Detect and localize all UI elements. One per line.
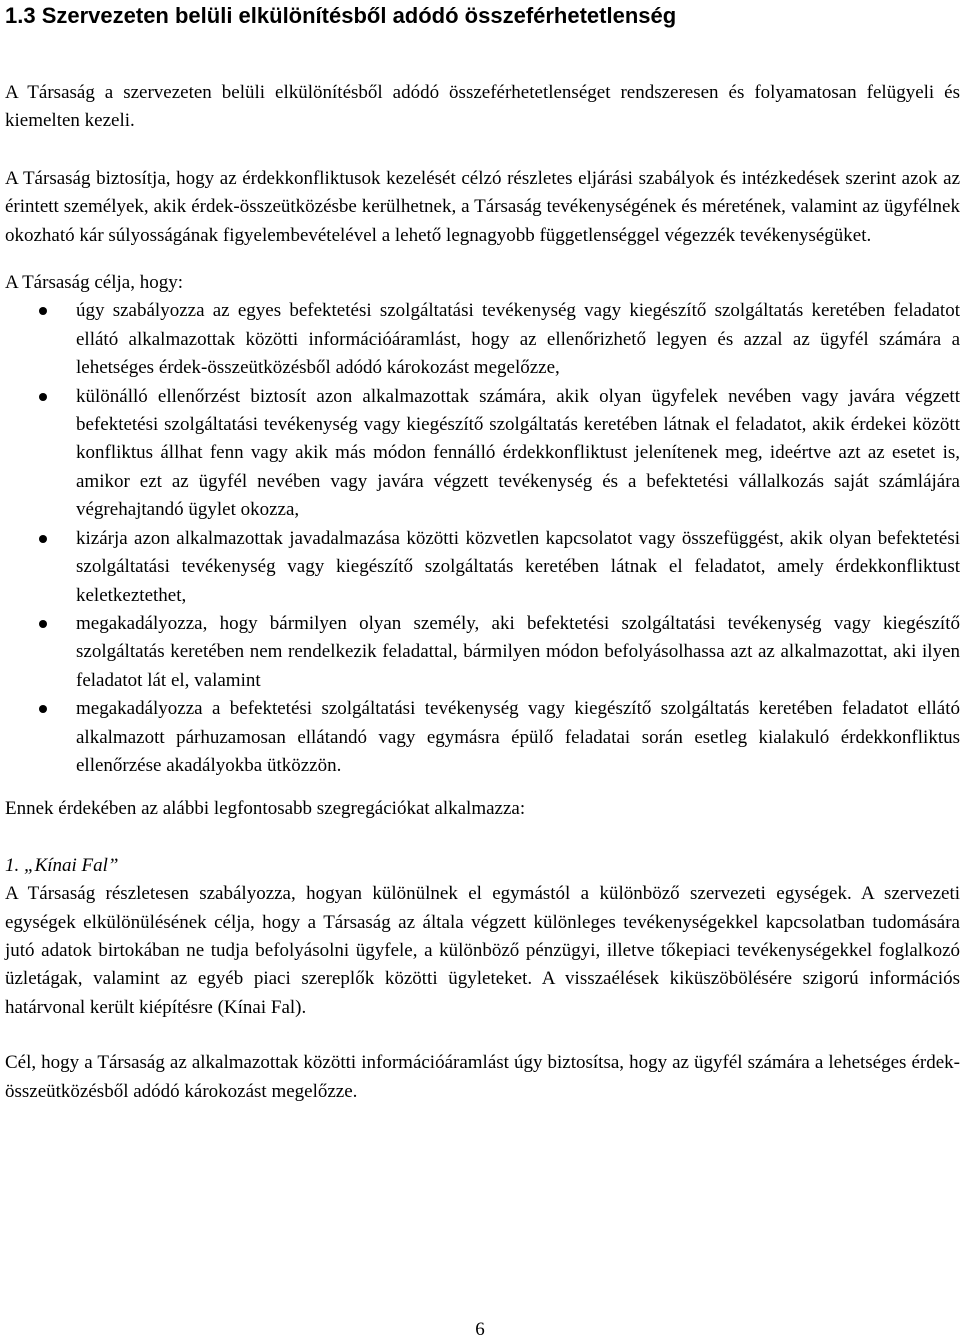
goal-paragraph: Cél, hogy a Társaság az alkalmazottak közötti információáramlást úgy biztosítsa, hogy az ügyfél számára a lehetséges érdek-összeütközésből adódó károkozást megelőzze.	[5, 1052, 960, 1102]
goal-intro-paragraph: A Társaság célja, hogy:	[5, 272, 183, 294]
goal-list-item	[5, 695, 960, 780]
page-number: 6	[475, 1319, 485, 1340]
conflict-paragraph: A Társaság biztosítja, hogy az érdekkonfliktusok kezelését célzó részletes eljárási szabályok és intézkedések szerint azok az érintett személyek, akik érdek-összeütközésbe kerülhetnek, a Társaság tevékenységének és méretének, valamint az ügyfélnek okozható kár súlyosságának figyelembevételével a lehető legnagyobb függetlenséggel végezzék tevékenységüket.	[5, 167, 960, 246]
bullet-icon	[39, 705, 47, 713]
goal-list-item	[5, 610, 960, 695]
section-heading: 1.3 Szervezeten belüli elkülönítésből adódó összeférhetetlenség	[5, 3, 677, 28]
chinese-wall-paragraph: A Társaság részletesen szabályozza, hogyan különülnek el egymástól a különböző szervezeti egységek. A szervezeti egységek elkülönülésének célja, hogy a Társaság az általa végzett különleges tevékenységekkel kapcsolatban tudomására jutó adatok birtokában ne tudja befolyásolni ügyfele, a különböző pénzügyi, illetve tőkepiaci tevékenységekkel foglalkozó üzletágak, valamint az egyéb piaci szereplők közötti ügyleteket. A visszaélések kiküszöbölésére szigorú információs határvonal került kiépítésre (Kínai Fal).	[5, 883, 960, 1018]
bullet-icon	[39, 393, 47, 401]
intro-paragraph: A Társaság a szervezeten belüli elkülönítésből adódó összeférhetetlenséget rendszeresen és folyamatosan felügyeli és kiemelten kezeli.	[5, 82, 960, 132]
bullet-icon	[39, 535, 47, 543]
document-page	[5, 0, 960, 1106]
goal-list-item-text: megakadályozza, hogy bármilyen olyan személy, aki befektetési szolgáltatási tevékenység vagy kiegészítő szolgáltatás keretében nem rendelkezik feladattal, bármilyen módon befolyásolhassa azt az alkalmazottat, aki ilyen feladatot lát el, valamint	[76, 612, 960, 691]
goal-list-item-text: megakadályozza a befektetési szolgáltatási tevékenység vagy kiegészítő szolgáltatás keretében feladatot ellátó alkalmazott párhuzamosan ellátandó vagy egymásra épülő feladatai során esetleg kialakuló érdekkonfliktus ellenőrzése akadályokba ütközzön.	[76, 698, 960, 776]
goal-list-item	[5, 525, 960, 610]
goal-list-item-text: különálló ellenőrzést biztosít azon alkalmazottak számára, akik olyan ügyfelek nevében vagy javára végzett befektetési szolgáltatási tevékenység vagy kiegészítő szolgáltatás keretében látnak el feladatot, akik érdekei között konfliktus állhat fenn vagy akik más módon fennálló érdekkonfliktust jelenítenek meg, ideértve azt az esetet is, amikor ezt az ügyfél nevében vagy javára végzett tevékenység és a befektetési vállalkozás saját számlájára végrehajtandó ügylet okozza,	[76, 385, 960, 521]
measures-paragraph: Ennek érdekében az alábbi legfontosabb szegregációkat alkalmazza:	[5, 798, 526, 820]
goal-list	[5, 297, 960, 780]
chinese-wall-heading: 1. „Kínai Fal”	[5, 854, 119, 876]
goal-list-item	[5, 297, 960, 382]
goal-list-item	[5, 383, 960, 525]
goal-list-item-text: úgy szabályozza az egyes befektetési szolgáltatási tevékenység vagy kiegészítő szolgáltatás keretében feladatot ellátó alkalmazottak közötti információáramlást, hogy az ellenőrizhető legyen és azzal az ügyfél számára a lehetséges érdek-összeütközésből adódó károkozást megelőzze,	[76, 300, 960, 379]
goal-list-item-text: kizárja azon alkalmazottak javadalmazása közötti közvetlen kapcsolatot vagy összefüggést, akik olyan befektetési szolgáltatási tevékenység vagy kiegészítő szolgáltatás keretében látnak el feladatot, amely érdekkonfliktust keletkeztethet,	[76, 527, 960, 606]
bullet-icon	[39, 307, 47, 315]
bullet-icon	[39, 620, 47, 628]
